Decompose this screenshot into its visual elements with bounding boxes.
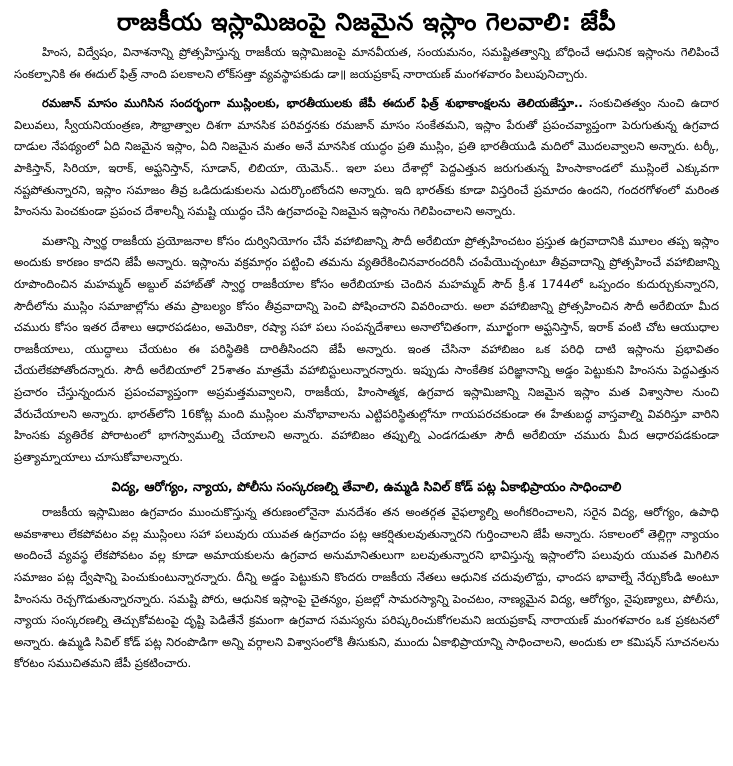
paragraph-body-text: సంకుచితత్వం నుంచి ఉదార విలువలు, స్వీయనియంత్రణ, సౌభ్రాత్వాల దిశగా మానసిక పరివర్తనకు రమజాన్ మాసం సంకేతమని, ఇస్లాం పేరుతో ప్రపంచవ్యాప్తంగా పెరుగుతున్న ఉగ్రవాద దాడుల నేపథ్యంలో ఏది నిజమైన ఇస్లాం, ఏది నిజమైన మతం అనే మానసిక యుద్ధం ప్రతి ముస్లిం, ప్రతి భారతీయుడి మదిలో మొదలవ్వాలని అన్నారు. టర్కీ, పాకిస్తాన్, సిరియా, ఇరాక్, అఫ్ఘనిస్తాన్, సూడాన్, లిబియా, యెమెన్.. ఇలా పలు దేశాల్లో పెద్దఎత్తున జరుగుతున్న హింసాకాండలో ముస్లింలే ఎక్కువగా నష్టపోతున్నారని, ఇస్లాం సమాజం తీవ్ర ఒడిదుడుకులను ఎదుర్కొంటోందని అన్నారు. ఇది భారత్‌కు కూడా విస్తరించే ప్రమాదం ఉందని, గందరగోళంలో మరింత హింసను పెంచకుండా ప్రపంచ దేశాలన్నీ సమష్టి యుద్ధం చేసి ఉగ్రవాదంపై నిజమైన ఇస్లాంను గెలిపించాలని అన్నారు. (14, 96, 720, 219)
paragraph-lead-text: రమజాన్ మాసం ముగిసిన సందర్భంగా ముస్లింలకు, భారతీయులకు జేపీ ఈదుల్ ఫిత్ర్ శుభాకాంక్షలను తెలియజేస్తూ.. (42, 96, 583, 111)
article-subheading: విద్య, ఆరోగ్యం, న్యాయ, పోలీసు సంస్కరణల్ని తేవాలి, ఉమ్మడి సివిల్ కోడ్ పట్ల ఏకాభిప్రాయం సాధించాలి (111, 479, 622, 495)
article-paragraph-reforms: రాజకీయ ఇస్లామిజం ఉగ్రవాదం ముంచుకొస్తున్న తరుణంలోనైనా మనదేశం తన అంతర్గత వైఫల్యాల్ని అంగీకరించాలని, సరైన విద్య, ఆరోగ్యం, ఉపాధి అవకాశాలు లేకపోవటం వల్ల ముస్లింలు సహా పలువురు యువత ఉగ్రవాదం పట్ల ఆకర్షితులవుతున్నారని గుర్తించాలని జేపీ అన్నారు. సకాలంలో తెల్లిగ్గా న్యాయం అందించే వ్యవస్థ లేకపోవటం వల్ల కూడా అమాయకులను ఉగ్రవాద అనుమానితులుగా బలవుతున్నారని భావిస్తున్న ఇస్లాంలోని పలువురు యువత మిగిలిన సమాజం పట్ల ద్వేషాన్ని పెంచుకుంటున్నారన్నారు. దీన్ని అడ్డం పెట్టుకుని కొందరు రాజకీయ నేతలు ఆధునిక చదువులొద్దు, ఛాందస భావాల్నే నేర్చుకోండి అంటూ హింసను రెచ్చగొడుతున్నారన్నారు. సమష్టి పోరు, ఆధునిక ఇస్లాంపై చైతన్యం, ప్రజల్లో సామరస్యాన్ని పెంచటం, నాణ్యమైన విద్య, ఆరోగ్యం, నైపుణ్యాలు, పోలీసు, న్యాయ సంస్కరణల్ని తెచ్చుకోవటంపై దృష్టి పెడితేనే క్రమంగా ఉగ్రవాద సమస్యను పరిష్కరించుకోగలమని జయప్రకాష్ నారాయణ్ మంగళవారం ఒక ప్రకటనలో అన్నారు. ఉమ్మడి సివిల్ కోడ్ పట్ల నిరంపొడిగా అన్ని వర్గాలని విశ్వాసంలోకి తీసుకుని, ముందు ఏకాభిప్రాయాన్ని సాధించాలని, అందుకు లా కమిషన్ సూచనలను కోరటం సముచితమని జేపీ ప్రకటించారు. (14, 505, 719, 671)
article-title: రాజకీయ ఇస్లామిజంపై నిజమైన ఇస్లాం గెలవాలి: జేపీ (116, 8, 617, 36)
article-paragraph-ramzan (14, 93, 719, 223)
article-paragraph-intro: హింస, విద్వేషం, వినాశనాన్ని ప్రోత్సహిస్తున్న రాజకీయ ఇస్లామిజంపై మానవీయత, సంయమనం, సమష్టితత్వాన్ని బోధించే ఆధునిక ఇస్లాంను గెలిపించే సంకల్పానికి ఈ ఈదుల్ ఫిత్ర్ నాంది పలకాలని లోక్‌సత్తా వ్యవస్థాపకుడు డా॥ జయప్రకాష్ నారాయణ్ మంగళవారం పిలుపునిచ్చారు. (14, 45, 719, 81)
article-paragraph-wahabism: మతాన్ని స్వార్థ రాజకీయ ప్రయోజనాల కోసం దుర్వినియోగం చేసే వహాబిజాన్ని సౌదీ అరేబియా ప్రోత్సహించటం ప్రస్తుత ఉగ్రవాదానికి మూలం తప్ప ఇస్లాం అందుకు కారణం కాదని జేపీ అన్నారు. ఇస్లాంను వక్రమార్గం పట్టించి తమను వ్యతిరేకించినవారందరినీ చంపేయొచ్చంటూ తీవ్రవాదాన్ని ప్రోత్సహించే వహాబిజాన్ని రూపొందించిన మహమ్మద్ అబ్దుల్ వహాబ్‌తో స్వార్థ రాజకీయాల కోసం అరేబియాకు చెందిన మహమ్మద్ సౌద్ క్రీ.శ 1744లో ఒప్పందం కుదుర్చుకున్నారని, సౌదీలోను ముస్లిం సమాజాల్లోను తమ ప్రాబల్యం కోసం తీవ్రవాదాన్ని పెంచి పోషించారని వివరించారు. అలా వహాబిజాన్ని ప్రోత్సహించిన సౌదీ అరేబియా మీద చమురు కోసం ఇతర దేశాలు ఆధారపడటం, అమెరికా, రష్యా సహా పలు సంపన్నదేశాలు అనాలోచితంగా, మూర్ఖంగా అఫ్ఘనిస్తాన్, ఇరాక్ వంటి చోట ఆయుధాల రాజకీయాలు, యుద్ధాలు చేయటం ఈ పరిస్థితికి దారితీసిందని జేపీ అన్నారు. ఇంత చేసినా వహాబిజం ఒక పరిధి దాటి ఇస్లాంను ప్రభావితం చేయలేకపోతోందన్నారు. సౌదీ అరేబియాలో 25శాతం మాత్రమే వహాబిస్టులున్నారన్నారు. ఇప్పుడు సాంకేతిక పరిజ్ఞానాన్ని అడ్డం పెట్టుకుని హింసను పెద్దఎత్తున ప్రచారం చేస్తున్నందున ప్రపంచవ్యాప్తంగా అప్రమత్తమవ్వాలని, రాజకీయ, హింసాత్మక, ఉగ్రవాద ఇస్లామిజాన్ని నిజమైన ఇస్లాం మత విశ్వాసాల నుంచి వేరుచేయాలని అన్నారు. భారత్‌లోని 16కోట్ల మంది ముస్లింల మనోభావాలను ఎట్టిపరిస్థితుల్లోనూ గాయపరచకుండా ఈ హేతుబద్ధ వాస్తవాల్ని వివరిస్తూ వారిని హింసకు వ్యతిరేక పోరాటంలో భాగస్వాముల్ని చేయాలని అన్నారు. వహాబిజం తప్పుల్ని ఎండగడుతూ సౌదీ అరేబియా చమురు మీద ఆధారపడకుండా ప్రత్యామ్నాయాలు చూసుకోవాలన్నారు. (14, 233, 719, 464)
